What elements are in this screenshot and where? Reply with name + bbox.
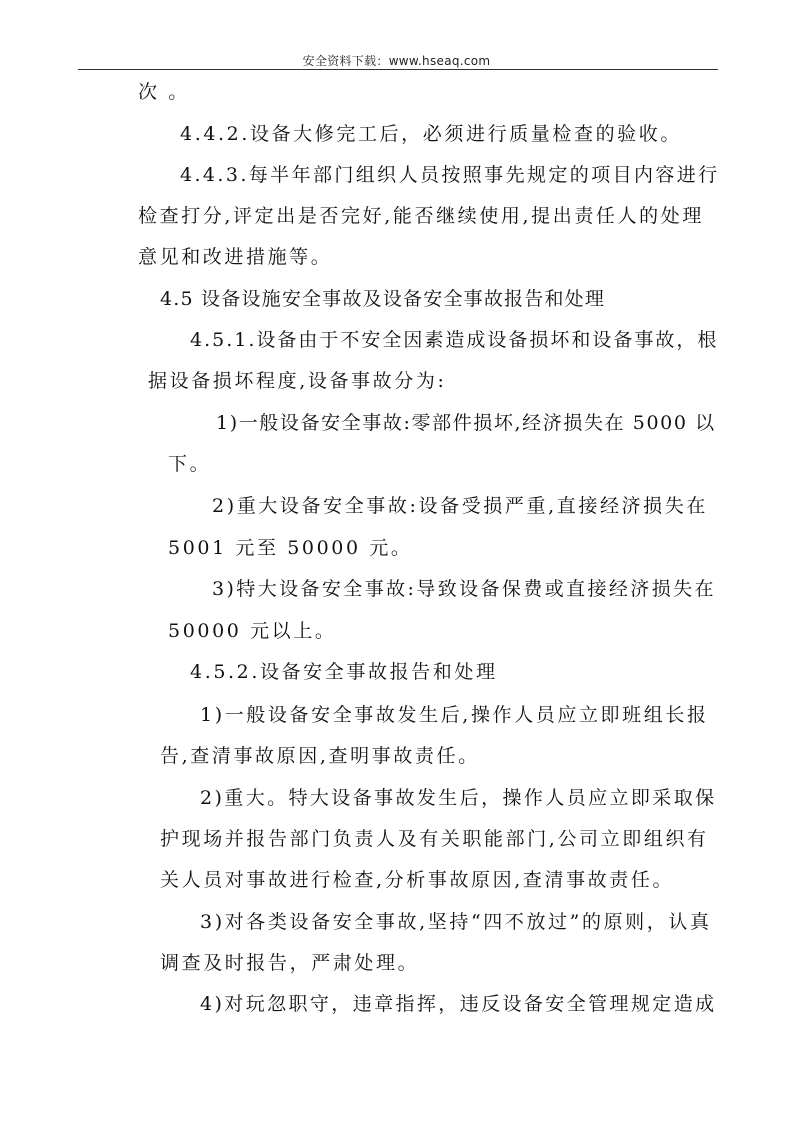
text-line: 1)一般设备安全事故发生后,操作人员应立即班组长报 [200,704,709,726]
text-line: 关人员对事故进行检查,分析事故原因,查清事故责任。 [160,869,675,891]
text-line: 下。 [168,453,212,475]
text-line: 1)一般设备安全事故:零部件损坏,经济损失在 5000 以 [216,412,716,434]
text-line: 调查及时报告，严肃处理。 [160,952,420,974]
text-line: 护现场并报告部门负责人及有关职能部门,公司立即组织有 [160,828,709,850]
header-text: 安全资料下载：www.hseaq.com [302,54,491,68]
text-line: 次 。 [138,81,190,103]
text-line: 4)对玩忽职守，违章指挥，违反设备安全管理规定造成 [200,993,717,1015]
text-line: 50000 元以上。 [168,620,337,642]
text-line: 3)对各类设备安全事故,坚持“四不放过”的原则，认真 [200,911,712,933]
text-line: 4.4.2.设备大修完工后，必须进行质量检查的验收。 [180,123,682,145]
section-heading: 4.5 设备设施安全事故及设备安全事故报告和处理 [160,288,606,310]
text-line: 检查打分,评定出是否完好,能否继续使用,提出责任人的处理 [138,205,704,227]
text-line: 告,查清事故原因,查明事故责任。 [160,745,480,767]
text-line: 5001 元至 50000 元。 [168,537,413,559]
text-line: 2)重大。特大设备事故发生后，操作人员应立即采取保 [200,787,717,809]
text-line: 2)重大设备安全事故:设备受损严重,直接经济损失在 [212,495,708,517]
text-line: 4.5.1.设备由于不安全因素造成设备损坏和设备事故，根 [190,329,719,351]
header-rule [78,69,718,70]
text-line: 据设备损坏程度,设备事故分为: [148,370,447,392]
text-line: 3)特大设备安全事故:导致设备保费或直接经济损失在 [212,578,716,600]
text-line: 意见和改进措施等。 [138,246,333,268]
text-line: 4.4.3.每半年部门组织人员按照事先规定的项目内容进行 [180,164,720,186]
text-line: 4.5.2.设备安全事故报告和处理 [190,661,498,683]
